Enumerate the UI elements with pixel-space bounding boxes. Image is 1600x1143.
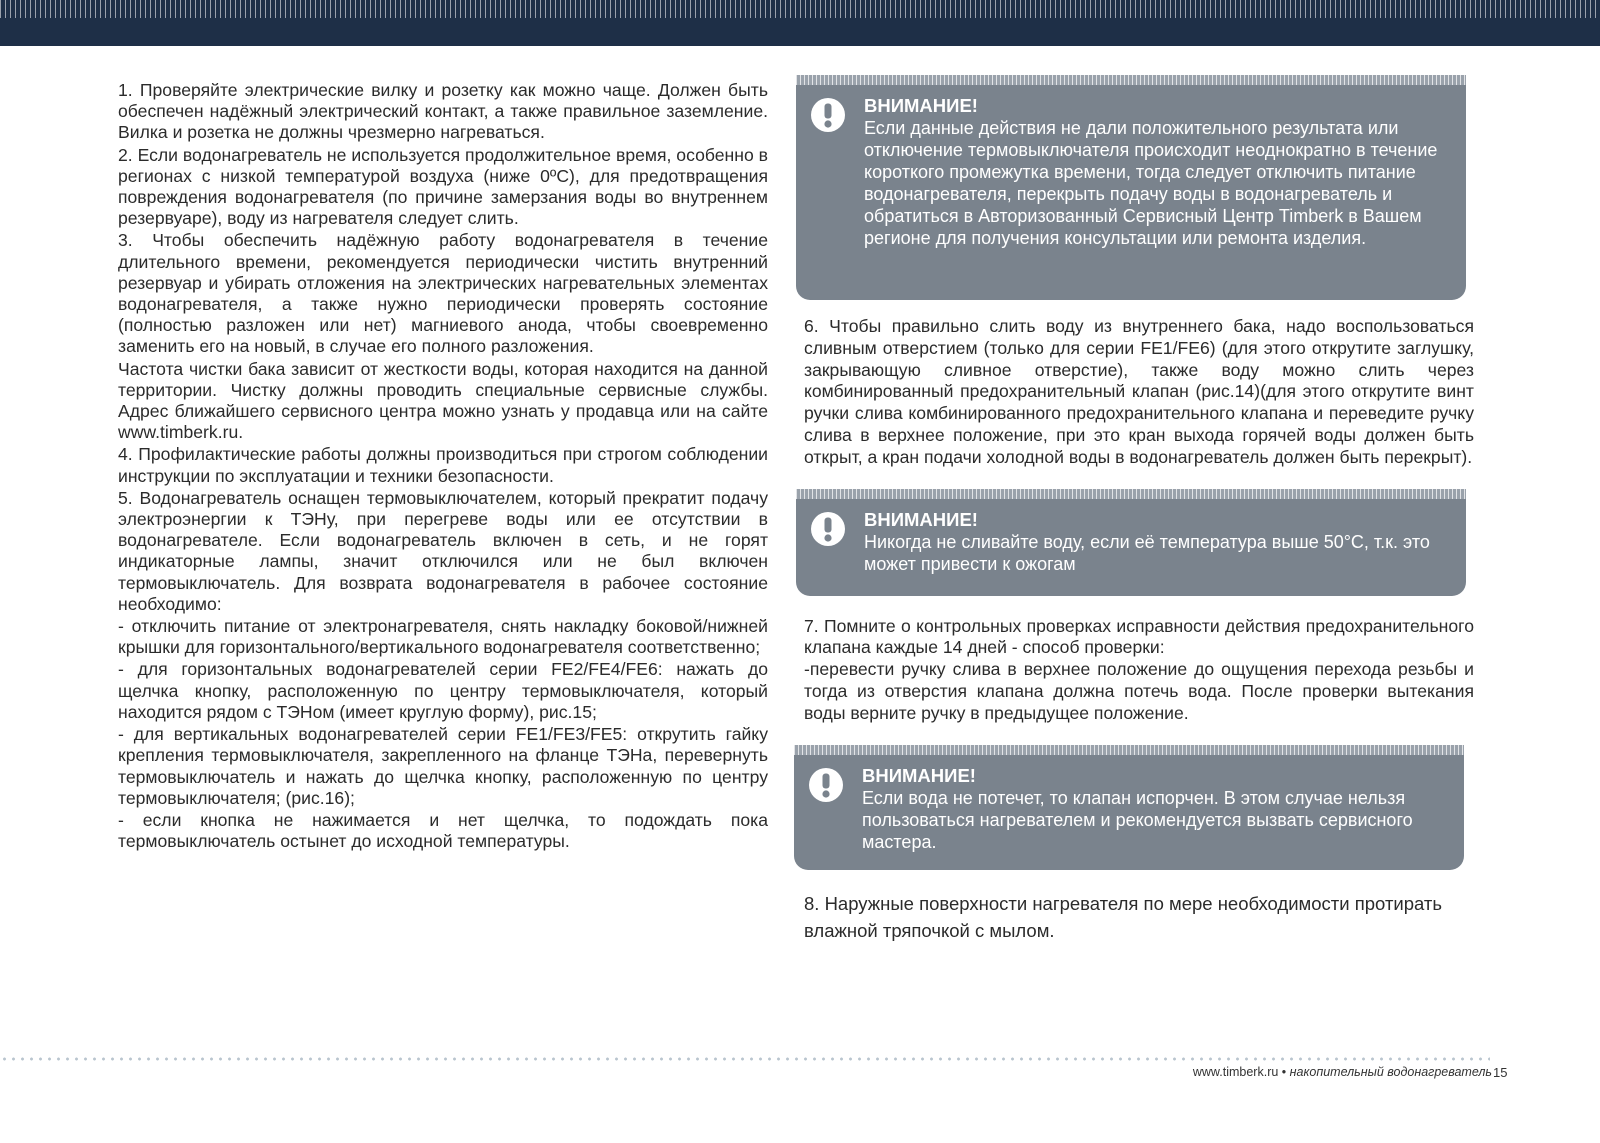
warning-text: Никогда не сливайте воду, если её температура выше 50°С, т.к. это может привести к ожогам: [864, 531, 1430, 574]
paragraph-3: 3. Чтобы обеспечить надёжную работу водонагревателя в течение длительного времени, рекомендуется периодически чистить внутренний резервуар и убирать отложения на электрических нагревательных элементах водонагревателя, а также нужно периодически проверять состояние (полностью разложен или нет) магниевого анода, чтобы своевременно заменить его на новый, в случае его полного разложения.: [118, 230, 768, 357]
paragraph-7-procedure: -перевести ручку слива в верхнее положение до ощущения перехода резьбы и тогда из отверстия клапана должна потечь вода. После проверки вытекания воды верните ручку в предыдущее положение.: [804, 659, 1474, 723]
header-band: [0, 0, 1600, 46]
footer-divider: [0, 1057, 1490, 1061]
footer-caption: накопительный водонагреватель: [1289, 1065, 1492, 1079]
paragraph-1: 1. Проверяйте электрические вилку и розетку как можно чаще. Должен быть обеспечен надёжный электрический контакт, а также правильное заземление. Вилка и розетка не должны чрезмерно нагреваться.: [118, 80, 768, 143]
warning-box-3: [794, 745, 1464, 870]
paragraph-5-step-3: - для вертикальных водонагревателей серии FE1/FE3/FE5: открутить гайку крепления термовыключателя, закрепленного на фланце ТЭНа, перевернуть термовыключатель и нажать до щелчка кнопку, расположенную по центру термовыключателя; (рис.16);: [118, 724, 768, 808]
left-column: [118, 80, 768, 853]
footer: [1193, 1065, 1492, 1079]
paragraph-7-intro: 7. Помните о контрольных проверках исправности действия предохранительного клапана каждые 14 дней - способ проверки:: [804, 615, 1474, 658]
warning-text: Если вода не потечет, то клапан испорчен. В этом случае нельзя пользоваться нагревателем и рекомендуется вызвать сервисного мастера.: [862, 787, 1413, 852]
warning-box-2: [796, 489, 1466, 596]
page-number: 15: [1493, 1065, 1508, 1080]
exclamation-circle-icon: [810, 97, 846, 133]
paragraph-5-step-2: - для горизонтальных водонагревателей серии FE2/FE4/FE6: нажать до щелчка кнопку, расположенную по центру термовыключателя, который находится рядом с ТЭНом (имеет круглую форму), рис.15;: [118, 659, 768, 722]
warning-title: ВНИМАНИЕ!: [862, 764, 976, 786]
exclamation-circle-icon: [808, 767, 844, 803]
paragraph-5: 5. Водонагреватель оснащен термовыключателем, который прекратит подачу электроэнергии к ТЭНу, при перегреве воды или ее отсутствии в водонагревателе. Если водонагреватель включен в сеть, и не горят индикаторные лампы, значит отключился или не был включен термовыключатель. Для возврата водонагревателя в рабочее состояние необходимо:: [118, 487, 768, 614]
footer-bullet: •: [1281, 1065, 1287, 1079]
right-column: [804, 75, 1474, 944]
paragraph-4: 4. Профилактические работы должны производиться при строгом соблюдении инструкции по эксплуатации и техники безопасности.: [118, 444, 768, 486]
paragraph-cleaning-frequency: Частота чистки бака зависит от жесткости воды, которая находится на данной территории. Чистку должны проводить специальные сервисные службы. Адрес ближайшего сервисного центра можно узнать у продавца или на сайте www.timberk.ru.: [118, 358, 768, 443]
paragraph-8: 8. Наружные поверхности нагревателя по мере необходимости протирать влажной тряпочкой с мылом.: [804, 892, 1443, 941]
paragraph-6: 6. Чтобы правильно слить воду из внутреннего бака, надо воспользоваться сливным отверстием (только для серии FE1/FE6) (для этого открутите заглушку, закрывающую сливное отверстие), также воду можно слить через комбинированный предохранительный клапан (рис.14)(для этого открутите винт ручки слива комбинированного предохранительного клапана и переведите ручку слива в верхнее положение, при это кран выхода горячей воды должен быть открыт, а кран подачи холодной воды в водонагреватель должен быть перекрыт).: [804, 316, 1474, 467]
paragraph-7: [804, 616, 1474, 725]
paragraph-2: 2. Если водонагреватель не используется продолжительное время, особенно в регионах с низкой температурой воздуха (ниже 0ºС), для предотвращения повреждения водонагревателя (по причине замерзания воды во внутреннем резервуаре), воду из нагревателя следует слить.: [118, 144, 768, 229]
footer-site-link[interactable]: www.timberk.ru: [1192, 1065, 1279, 1079]
exclamation-circle-icon: [810, 511, 846, 547]
paragraph-5-step-4: - если кнопка не нажимается и нет щелчка, то подождать пока термовыключатель остынет до исходной температуры.: [118, 809, 768, 852]
warning-text: Если данные действия не дали положительного результата или отключение термовыключателя происходит неоднократно в течение короткого промежутка времени, тогда следует отключить питание водонагревателя, перекрыть подачу воды в водонагреватель и обратиться в Авторизованный Сервисный Центр Timberk в Вашем регионе для получения консультации или ремонта изделия.: [864, 118, 1438, 248]
warning-title: ВНИМАНИЕ!: [864, 508, 978, 530]
warning-title: ВНИМАНИЕ!: [864, 95, 978, 116]
warning-box-1: [796, 75, 1466, 300]
paragraph-5-step-1: - отключить питание от электронагревателя, снять накладку боковой/нижней крышки для горизонтального/вертикального водонагревателя соответственно;: [118, 616, 768, 658]
